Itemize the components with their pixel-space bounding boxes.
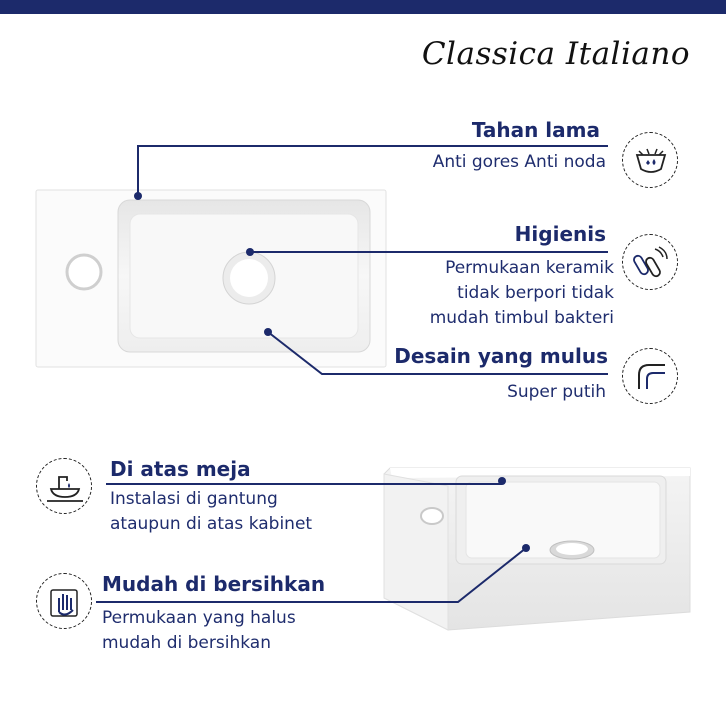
feature-desc-easy-clean-line2: mudah di bersihkan	[102, 633, 271, 653]
feature-desc-hygienic-line2: tidak berpori tidak	[457, 283, 614, 303]
wipe-hand-icon	[36, 573, 92, 629]
scratch-stain-icon	[622, 132, 678, 188]
feature-desc-countertop-line1: Instalasi di gantung	[110, 489, 278, 509]
callout-dot	[246, 248, 254, 256]
sink-side-view	[384, 468, 690, 630]
bacteria-icon	[622, 234, 678, 290]
callout-dot	[134, 192, 142, 200]
feature-title-seamless: Desain yang mulus	[394, 344, 608, 368]
feature-desc-easy-clean-line1: Permukaan yang halus	[102, 608, 296, 628]
feature-title-durable: Tahan lama	[471, 118, 600, 142]
feature-title-hygienic: Higienis	[514, 222, 606, 246]
feature-title-easy-clean: Mudah di bersihkan	[102, 572, 326, 596]
callout-dot	[498, 477, 506, 485]
feature-desc-hygienic-line3: mudah timbul bakteri	[429, 308, 614, 328]
countertop-basin-icon	[36, 458, 92, 514]
feature-title-countertop: Di atas meja	[110, 457, 251, 481]
feature-desc-durable: Anti gores Anti noda	[432, 152, 606, 172]
brand-logo: Classica Italiano	[421, 36, 690, 72]
callout-dot	[522, 544, 530, 552]
feature-desc-hygienic-line1: Permukaan keramik	[445, 258, 614, 278]
curve-design-icon	[622, 348, 678, 404]
callout-dot	[264, 328, 272, 336]
feature-desc-seamless: Super putih	[507, 382, 606, 402]
sink-top-view	[36, 190, 386, 367]
feature-desc-countertop-line2: ataupun di atas kabinet	[110, 514, 313, 534]
